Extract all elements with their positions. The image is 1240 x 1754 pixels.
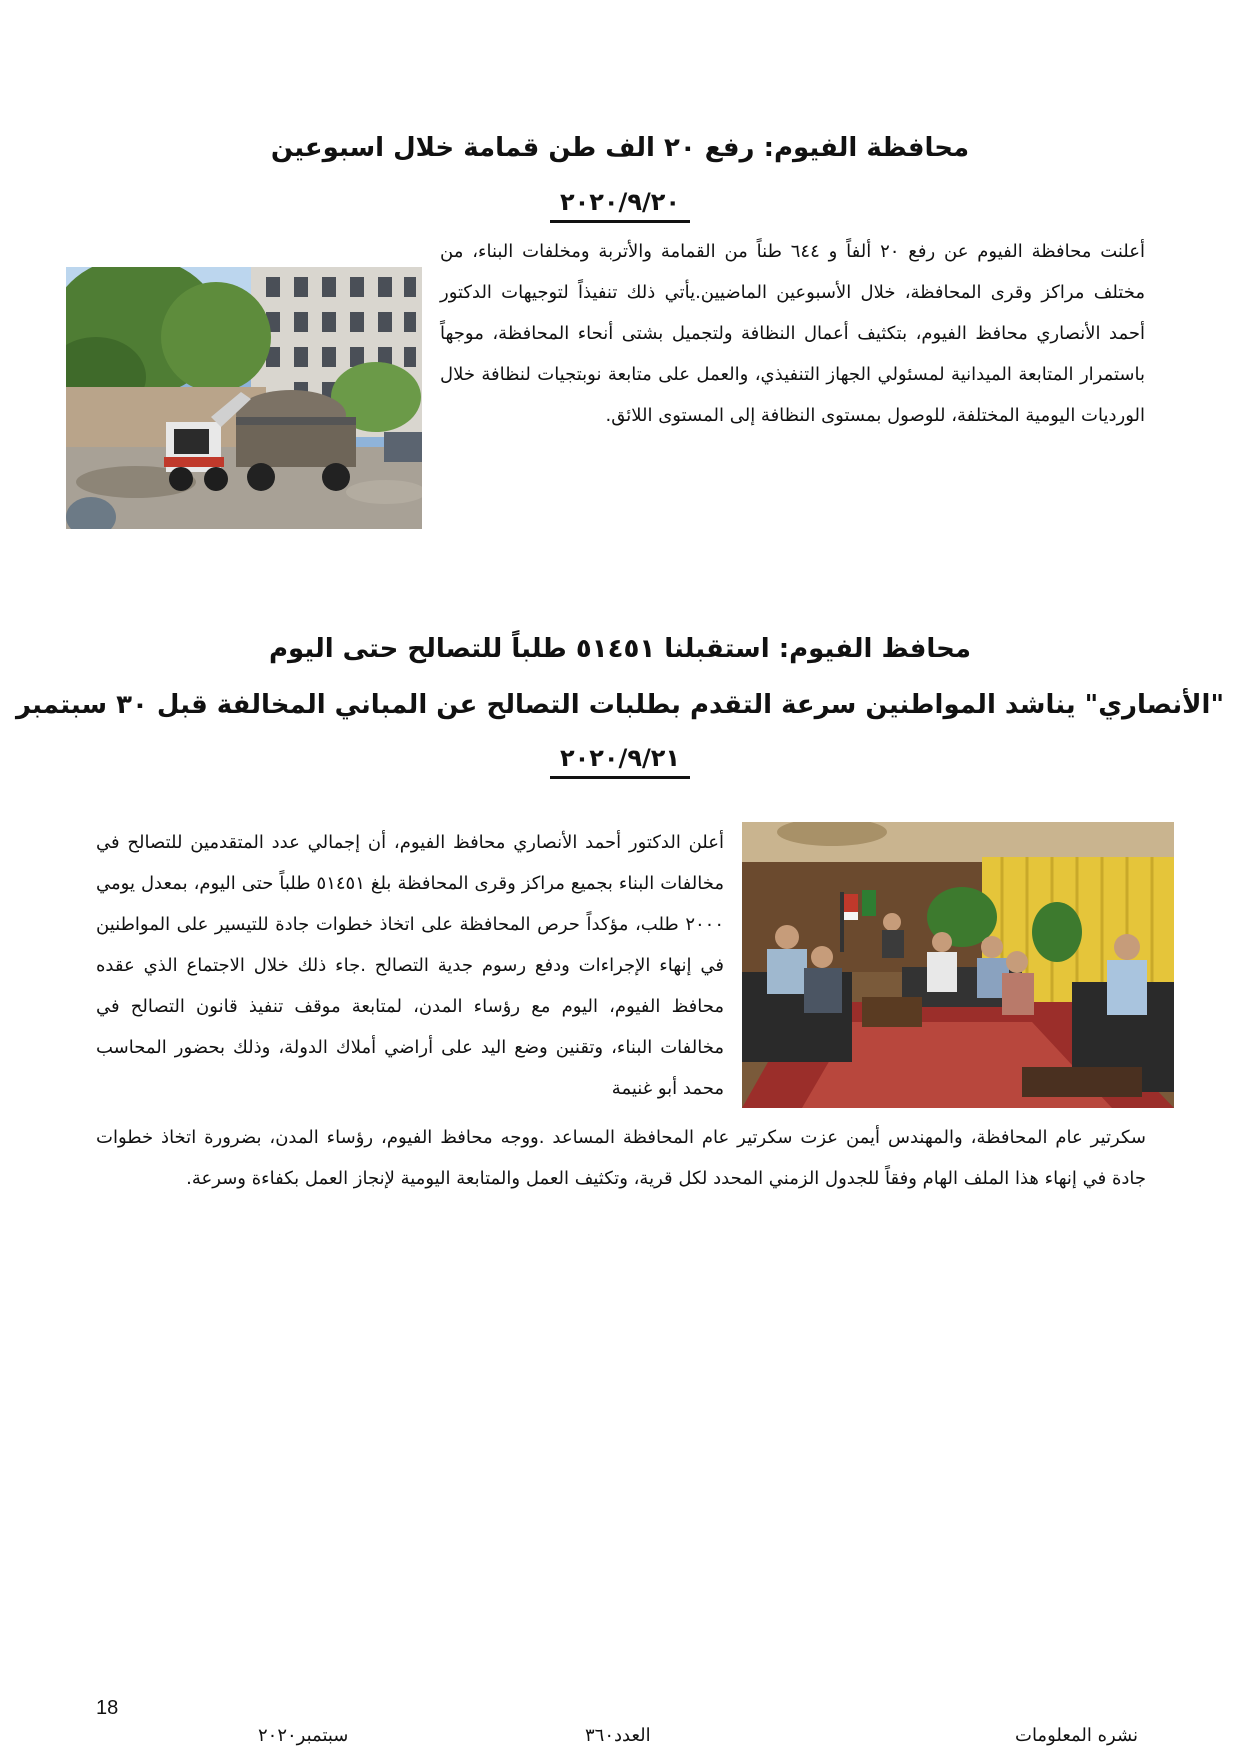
article1-headline: محافظة الفيوم: رفع ٢٠ الف طن قمامة خلال اسبوعين: [270, 133, 970, 163]
meeting-photo: [742, 822, 1174, 1108]
article2-subheadline: "الأنصاري" يناشد المواطنين سرعة التقدم بطلبات التصالح عن المباني المخالفة قبل ٣٠ سبتمبر: [16, 690, 1224, 720]
footer-month: سبتمبر٢٠٢٠: [258, 1725, 349, 1746]
article1-date-text: ٢٠٢٠/٩/٢٠: [550, 188, 690, 223]
article2-date-text: ٢٠٢٠/٩/٢١: [550, 744, 690, 779]
article1-body: أعلنت محافظة الفيوم عن رفع ٢٠ ألفاً و ٦٤٤ طناً من القمامة والأتربة ومخلفات البناء، من مختلف مراكز وقرى المحافظة، خلال الأسبوعين الماضيين.يأتي ذلك تنفيذاً لتوجيهات الدكتور أحمد الأنصاري محافظ الفيوم، بتكثيف أعمال النظافة ولتجميل بشتى أنحاء المحافظة، موجهاً باستمرار المتابعة الميدانية لمسئولي الجهاز التنفيذي، والعمل على متابعة نوبتجيات لنظافة خلال الورديات اليومية المختلفة، للوصول بمستوى النظافة إلى المستوى اللائق.: [440, 241, 1146, 426]
footer-issue: العدد٣٦٠: [585, 1725, 651, 1746]
article2-body-continued: سكرتير عام المحافظة، والمهندس أيمن عزت سكرتير عام المحافظة المساعد .ووجه محافظ الفيوم، رؤساء المدن، بضرورة اتخاذ خطوات جادة في إنهاء هذا الملف الهام وفقاً للجدول الزمني المحدد لكل قرية، وتكثيف العمل والمتابعة اليومية لإنجاز العمل بكفاءة وسرعة.: [96, 1127, 1146, 1189]
cleanup-photo: [66, 267, 422, 529]
article2-headline: محافظ الفيوم: استقبلنا ٥١٤٥١ طلباً للتصالح حتى اليوم: [268, 634, 971, 664]
article1-date: [0, 188, 1240, 223]
cleanup-photo-illustration: [66, 267, 422, 529]
page-number: 18: [96, 1697, 119, 1719]
footer-publication: نشره المعلومات: [1015, 1725, 1139, 1746]
article2-date: [0, 744, 1240, 779]
article2-body: أعلن الدكتور أحمد الأنصاري محافظ الفيوم، أن إجمالي عدد المتقدمين للتصالح في مخالفات البناء بجميع مراكز وقرى المحافظة بلغ ٥١٤٥١ طلباً حتى اليوم، بمعدل يومي ٢٠٠٠ طلب، مؤكداً حرص المحافظة على اتخاذ خطوات جادة للتيسير على المواطنين في إنهاء الإجراءات ودفع رسوم جدية التصالح .جاء ذلك خلال الاجتماع الذي عقده محافظ الفيوم، اليوم مع رؤساء المدن، لمتابعة موقف تنفيذ قانون التصالح في مخالفات البناء، وتقنين وضع اليد على أراضي أملاك الدولة، وذلك بحضور المحاسب محمد أبو غنيمة: [96, 832, 724, 1099]
meeting-photo-illustration: [742, 822, 1174, 1108]
